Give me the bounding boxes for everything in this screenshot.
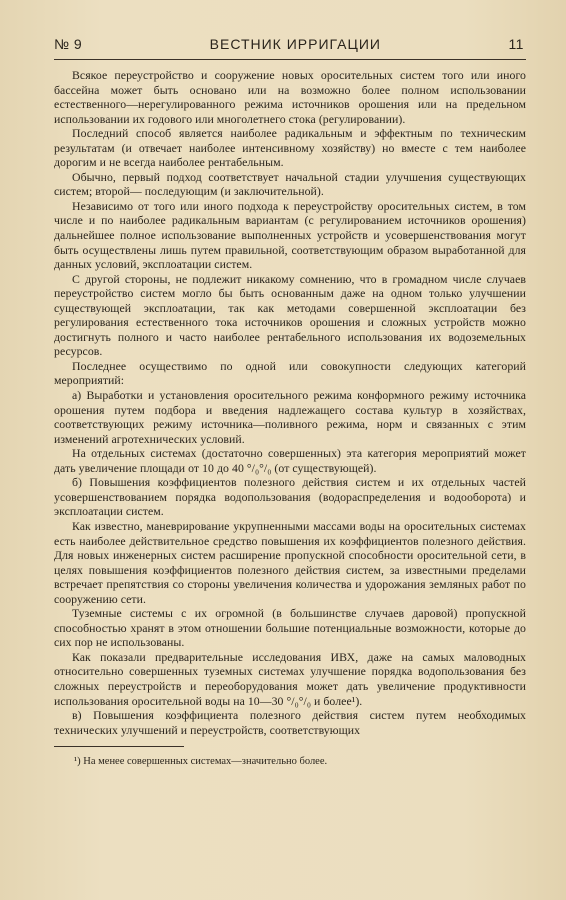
paragraph: Как известно, маневрирование укрупненными массами воды на оросительных системах есть наиболее действительное средство повышения их коэффициентов полезного действия. Для новых инженерных систем расширение пропускной способности оросительной сети, в целях повышения коэффициентов полезного действия систем, за известными пределами встречает препятствия со стороны увеличения количества и удорожания земляных работ по сооружению сети. bbox=[54, 518, 526, 606]
footnote: ¹) На менее совершенных системах—значительно более. bbox=[74, 756, 328, 768]
paragraph: Как показали предварительные исследования ИВХ, даже на самых маловодных относительно совершенных туземных системах улучшение порядка водопользования без сложных переустройств и переоборудования может дать увеличение продуктивности использования оросительной воды на 10—30 °/₀°/₀ и более¹). bbox=[54, 649, 526, 708]
paragraph: На отдельных системах (достаточно совершенных) эта категория мероприятий может дать увеличение площади от 10 до 40 °/₀°/₀ (от существующей). bbox=[54, 446, 526, 475]
paragraph: Всякое переустройство и сооружение новых оросительных систем того или иного бассейна может быть основано или на возможно более полном использовании естественного—нерегулированного режима источников орошения или на предельном использовании их годового или многолетнего стока (регулировании). bbox=[54, 68, 526, 126]
paragraph: в) Повышения коэффициента полезного действия систем путем необходимых технических улучшений и переустройств, соответствующих bbox=[54, 708, 526, 737]
paragraph: Обычно, первый подход соответствует начальной стадии улучшения существующих систем; второй— последующим (и заключительной). bbox=[54, 169, 526, 199]
footnote-rule bbox=[54, 746, 184, 747]
running-head bbox=[54, 36, 526, 56]
paragraph: Туземные системы с их огромной (в большинстве случаев даровой) пропускной способностью хранят в этом отношении большие потенциальные возможности, которые до сих пор не использованы. bbox=[54, 606, 526, 650]
paragraph: Независимо от того или иного подхода к переустройству оросительных систем, в том числе и по наиболее радикальным вариантам (с регулированием источников орошения) дальнейшее полное использование выполненных устройств и усовершенствования могут быть осуществлены лишь путем правильной, соответствующим образом выработанной для данных условий, эксплоатации систем. bbox=[54, 198, 526, 272]
page-number: 11 bbox=[508, 36, 524, 52]
header-rule bbox=[54, 59, 526, 60]
paragraph: С другой стороны, не подлежит никакому сомнению, что в громадном числе случаев переустройство систем могло бы быть основанным даже на одном только улучшении существующей эксплоатации, так как методами совершенной эксплоатации без регулирования естественного тока источников орошения и сложных устройств можно достигнуть полного и часто наиболее рентабельного использования их водоземельных ресурсов. bbox=[54, 271, 526, 359]
paragraph: Последний способ является наиболее радикальным и эффектным по техническим результатам (и отвечает наиболее интенсивному хозяйству) но вместе с тем наиболее дорогим и не всегда наиболее рентабельным. bbox=[54, 126, 526, 170]
paragraph: Последнее осуществимо по одной или совокупности следующих категорий мероприятий: bbox=[54, 358, 526, 388]
article-body bbox=[54, 68, 526, 737]
issue-number: № 9 bbox=[54, 36, 83, 52]
paragraph: а) Выработки и установления оросительного режима конформного режиму источника орошения путем подбора и введения надлежащего состава культур в хозяйствах, соответствующих режиму источника—поливного режима, норм и связанных с этим изменений агротехнических условий. bbox=[54, 388, 526, 446]
journal-title: ВЕСТНИК ИРРИГАЦИИ bbox=[209, 36, 381, 52]
paragraph: б) Повышения коэффициентов полезного действия систем и их отдельных частей усовершенствованием порядка водопользования (водораспределения и водооборота) и эксплоатации систем. bbox=[54, 475, 526, 519]
